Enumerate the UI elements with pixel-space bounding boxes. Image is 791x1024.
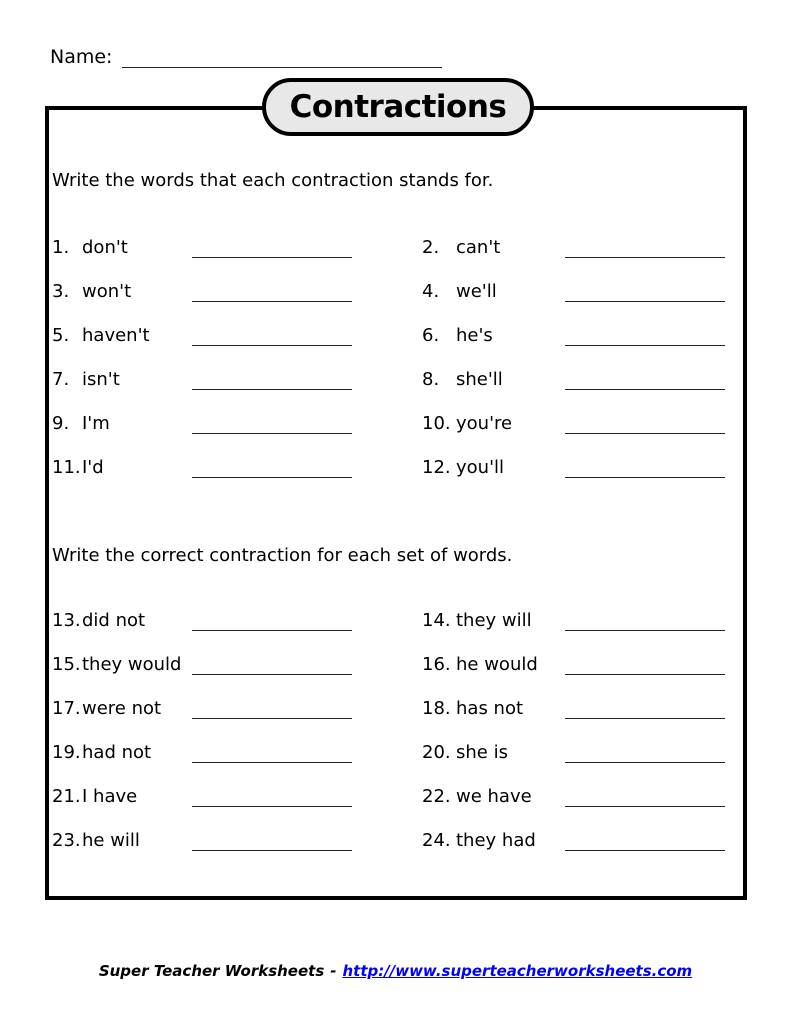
- page-title: Contractions: [289, 89, 507, 125]
- item-number: 10.: [422, 412, 451, 434]
- item-word: they would: [82, 653, 182, 675]
- item-number: 13.: [52, 609, 81, 631]
- item-word: she'll: [456, 368, 503, 390]
- answer-blank[interactable]: [192, 762, 352, 763]
- column-gap: [352, 774, 422, 818]
- worksheet-item-9: [52, 401, 352, 445]
- item-word: I'm: [82, 412, 110, 434]
- answer-blank[interactable]: [565, 257, 725, 258]
- answer-blank[interactable]: [565, 389, 725, 390]
- worksheet-item-7: [52, 357, 352, 401]
- item-row: [52, 818, 725, 862]
- item-number: 3.: [52, 280, 70, 302]
- answer-blank[interactable]: [192, 718, 352, 719]
- worksheet-item-10: [422, 401, 725, 445]
- worksheet-item-17: [52, 686, 352, 730]
- worksheet-item-12: [422, 445, 725, 489]
- item-word: isn't: [82, 368, 120, 390]
- item-number: 2.: [422, 236, 440, 258]
- worksheet-item-3: [52, 269, 352, 313]
- item-number: 24.: [422, 829, 451, 851]
- answer-blank[interactable]: [565, 433, 725, 434]
- answer-blank[interactable]: [192, 257, 352, 258]
- item-word: I have: [82, 785, 138, 807]
- item-row: [52, 642, 725, 686]
- item-word: they had: [456, 829, 536, 851]
- item-number: 8.: [422, 368, 440, 390]
- worksheet-item-23: [52, 818, 352, 862]
- item-word: they will: [456, 609, 532, 631]
- answer-blank[interactable]: [565, 301, 725, 302]
- worksheet-item-24: [422, 818, 725, 862]
- column-gap: [352, 686, 422, 730]
- item-word: haven't: [82, 324, 150, 346]
- item-number: 6.: [422, 324, 440, 346]
- name-input-line[interactable]: [122, 47, 442, 68]
- item-row: [52, 269, 725, 313]
- item-row: [52, 313, 725, 357]
- worksheet-item-15: [52, 642, 352, 686]
- answer-blank[interactable]: [192, 806, 352, 807]
- answer-blank[interactable]: [192, 674, 352, 675]
- item-word: did not: [82, 609, 146, 631]
- answer-blank[interactable]: [192, 433, 352, 434]
- answer-blank[interactable]: [192, 630, 352, 631]
- answer-blank[interactable]: [192, 389, 352, 390]
- item-number: 1.: [52, 236, 70, 258]
- item-row: [52, 598, 725, 642]
- answer-blank[interactable]: [565, 850, 725, 851]
- item-word: has not: [456, 697, 524, 719]
- answer-blank[interactable]: [565, 718, 725, 719]
- item-number: 12.: [422, 456, 451, 478]
- footer-separator: -: [330, 962, 337, 980]
- item-word: we'll: [456, 280, 497, 302]
- answer-blank[interactable]: [565, 345, 725, 346]
- section2-items: [52, 598, 725, 862]
- item-word: had not: [82, 741, 152, 763]
- worksheet-item-2: [422, 225, 725, 269]
- footer-link[interactable]: http://www.superteacherworksheets.com: [342, 962, 693, 980]
- worksheet-item-1: [52, 225, 352, 269]
- worksheet-item-20: [422, 730, 725, 774]
- answer-blank[interactable]: [565, 674, 725, 675]
- column-gap: [352, 598, 422, 642]
- item-word: I'd: [82, 456, 104, 478]
- item-word: we have: [456, 785, 532, 807]
- column-gap: [352, 225, 422, 269]
- name-label: Name:: [50, 46, 113, 68]
- worksheet-item-6: [422, 313, 725, 357]
- worksheet-item-13: [52, 598, 352, 642]
- item-row: [52, 686, 725, 730]
- answer-blank[interactable]: [192, 477, 352, 478]
- column-gap: [352, 730, 422, 774]
- item-row: [52, 774, 725, 818]
- worksheet-item-21: [52, 774, 352, 818]
- answer-blank[interactable]: [565, 477, 725, 478]
- item-row: [52, 225, 725, 269]
- item-number: 9.: [52, 412, 70, 434]
- item-row: [52, 357, 725, 401]
- item-row: [52, 730, 725, 774]
- answer-blank[interactable]: [192, 301, 352, 302]
- column-gap: [352, 401, 422, 445]
- item-word: he would: [456, 653, 538, 675]
- worksheet-item-14: [422, 598, 725, 642]
- answer-blank[interactable]: [565, 630, 725, 631]
- worksheet-item-8: [422, 357, 725, 401]
- column-gap: [352, 269, 422, 313]
- worksheet-item-5: [52, 313, 352, 357]
- column-gap: [352, 445, 422, 489]
- item-row: [52, 445, 725, 489]
- column-gap: [352, 642, 422, 686]
- item-word: he will: [82, 829, 140, 851]
- item-number: 23.: [52, 829, 81, 851]
- name-row: [50, 46, 442, 68]
- item-number: 7.: [52, 368, 70, 390]
- footer-brand: Super Teacher Worksheets: [98, 962, 325, 980]
- item-number: 14.: [422, 609, 451, 631]
- column-gap: [352, 357, 422, 401]
- answer-blank[interactable]: [565, 762, 725, 763]
- section1-items: [52, 225, 725, 489]
- column-gap: [352, 313, 422, 357]
- item-number: 4.: [422, 280, 440, 302]
- item-number: 21.: [52, 785, 81, 807]
- worksheet-item-4: [422, 269, 725, 313]
- item-word: don't: [82, 236, 128, 258]
- item-word: you'll: [456, 456, 505, 478]
- item-word: were not: [82, 697, 162, 719]
- section1-instruction: Write the words that each contraction stands for.: [52, 170, 494, 191]
- item-number: 11.: [52, 456, 81, 478]
- title-badge: [262, 78, 534, 136]
- answer-blank[interactable]: [565, 806, 725, 807]
- column-gap: [352, 818, 422, 862]
- item-number: 18.: [422, 697, 451, 719]
- item-number: 17.: [52, 697, 81, 719]
- item-number: 5.: [52, 324, 70, 346]
- item-word: won't: [82, 280, 132, 302]
- item-row: [52, 401, 725, 445]
- worksheet-item-22: [422, 774, 725, 818]
- item-word: he's: [456, 324, 493, 346]
- item-number: 16.: [422, 653, 451, 675]
- item-word: can't: [456, 236, 501, 258]
- item-number: 15.: [52, 653, 81, 675]
- answer-blank[interactable]: [192, 850, 352, 851]
- item-word: she is: [456, 741, 508, 763]
- section2-instruction: Write the correct contraction for each set of words.: [52, 545, 513, 566]
- worksheet-item-18: [422, 686, 725, 730]
- worksheet-item-19: [52, 730, 352, 774]
- item-word: you're: [456, 412, 513, 434]
- item-number: 20.: [422, 741, 451, 763]
- answer-blank[interactable]: [192, 345, 352, 346]
- worksheet-item-16: [422, 642, 725, 686]
- item-number: 22.: [422, 785, 451, 807]
- item-number: 19.: [52, 741, 81, 763]
- worksheet-item-11: [52, 445, 352, 489]
- footer: [0, 962, 791, 980]
